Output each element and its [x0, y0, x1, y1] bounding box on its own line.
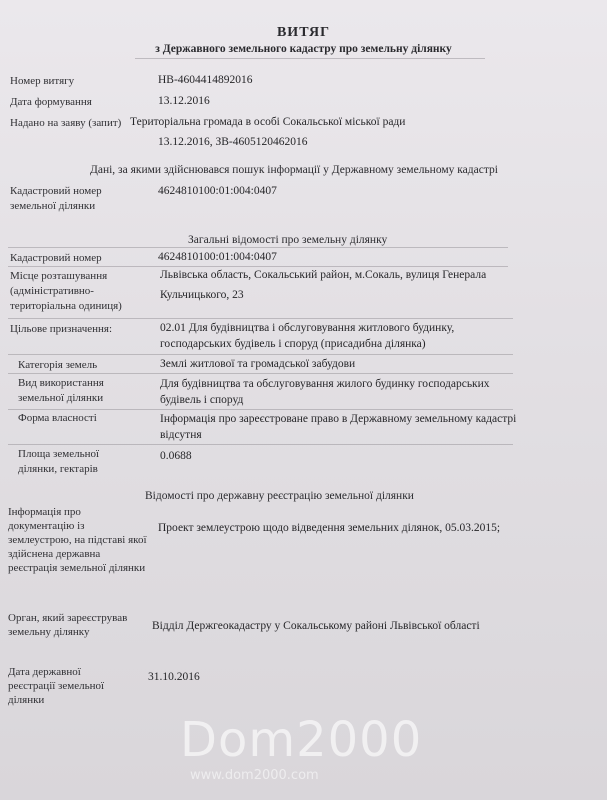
purpose-label: Цільове призначення:	[10, 323, 113, 335]
document-subtitle: з Державного земельного кадастру про земельну ділянку	[155, 43, 452, 55]
land-use-label-line1: Вид використання	[18, 377, 104, 389]
formation-date-label: Дата формування	[10, 96, 92, 108]
land-use-value-line2: будівель і споруд	[160, 394, 244, 406]
formation-date-value: 13.12.2016	[158, 95, 210, 107]
purpose-value-line2: господарських будівель і споруд (присадибна ділянка)	[160, 338, 426, 350]
cadastral-number-label: Кадастровий номер	[10, 252, 102, 264]
land-use-label-line2: земельної ділянки	[18, 392, 104, 404]
watermark-logo: Dom2000	[180, 712, 423, 768]
row-rule	[8, 266, 508, 267]
request-label: Надано на заяву (запит)	[10, 117, 122, 129]
area-value: 0.0688	[160, 450, 192, 462]
extract-number-value: НВ-4604414892016	[158, 74, 253, 86]
search-cadastral-value: 4624810100:01:004:0407	[158, 185, 277, 197]
ownership-form-value-line1: Інформація про зареєстроване право в Державному земельному кадастрі	[160, 413, 517, 425]
extract-number-label: Номер витягу	[10, 75, 75, 87]
land-use-value-line1: Для будівництва та обслуговування жилого будинку господарських	[160, 378, 490, 390]
registration-date-value: 31.10.2016	[148, 671, 200, 683]
ownership-form-label: Форма власності	[18, 412, 97, 424]
row-rule	[8, 354, 513, 355]
cadastral-number-value: 4624810100:01:004:0407	[158, 251, 277, 263]
location-label-line2: (адміністративно-	[10, 285, 94, 297]
registration-section-heading: Відомості про державну реєстрацію земельної ділянки	[145, 490, 414, 502]
row-rule	[8, 409, 513, 410]
area-label-line2: ділянки, гектарів	[18, 463, 98, 475]
ownership-form-value-line2: відсутня	[160, 429, 202, 441]
request-value: Територіальна громада в особі Сокальської міської ради	[130, 116, 406, 128]
general-section-heading: Загальні відомості про земельну ділянку	[188, 234, 388, 246]
row-rule	[8, 444, 513, 445]
document-title: ВИТЯГ	[276, 25, 331, 40]
search-cadastral-label-line1: Кадастровий номер	[10, 185, 102, 197]
row-rule	[8, 247, 508, 248]
registering-body-label: Орган, який зареєстрував земельну ділянку	[8, 612, 128, 638]
purpose-value-line1: 02.01 Для будівництва і обслуговування житлового будинку,	[160, 322, 455, 334]
row-rule	[8, 318, 513, 319]
location-value-line2: Кульчицького, 23	[160, 289, 244, 301]
area-label-line1: Площа земельної	[18, 448, 100, 460]
registering-body-value: Відділ Держгеокадастру у Сокальському районі Львівської області	[152, 620, 480, 632]
land-category-label: Категорія земель	[18, 359, 98, 371]
search-section-heading: Дані, за якими здійснювався пошук інформації у Державному земельному кадастрі	[90, 164, 498, 176]
documentation-label: Інформація про документацію із землеустрою, на підставі якої здійснена державна реєстрація земельної ділянки	[8, 506, 147, 574]
row-rule	[8, 373, 513, 374]
subtitle-rule	[135, 58, 485, 59]
documentation-value: Проект землеустрою щодо відведення земельних ділянок, 05.03.2015;	[158, 522, 501, 534]
watermark-url: www.dom2000.com	[190, 768, 319, 783]
request-value-line2: 13.12.2016, ЗВ-4605120462016	[158, 136, 308, 148]
location-label-line3: територіальна одиниця)	[10, 300, 122, 312]
location-value-line1: Львівська область, Сокальський район, м.Сокаль, вулиця Генерала	[160, 269, 487, 281]
land-category-value: Землі житлової та громадської забудови	[160, 358, 356, 370]
registration-date-label: Дата державної реєстрації земельної ділянки	[8, 666, 105, 706]
search-cadastral-label-line2: земельної ділянки	[10, 200, 96, 212]
location-label-line1: Місце розташування	[10, 270, 108, 282]
